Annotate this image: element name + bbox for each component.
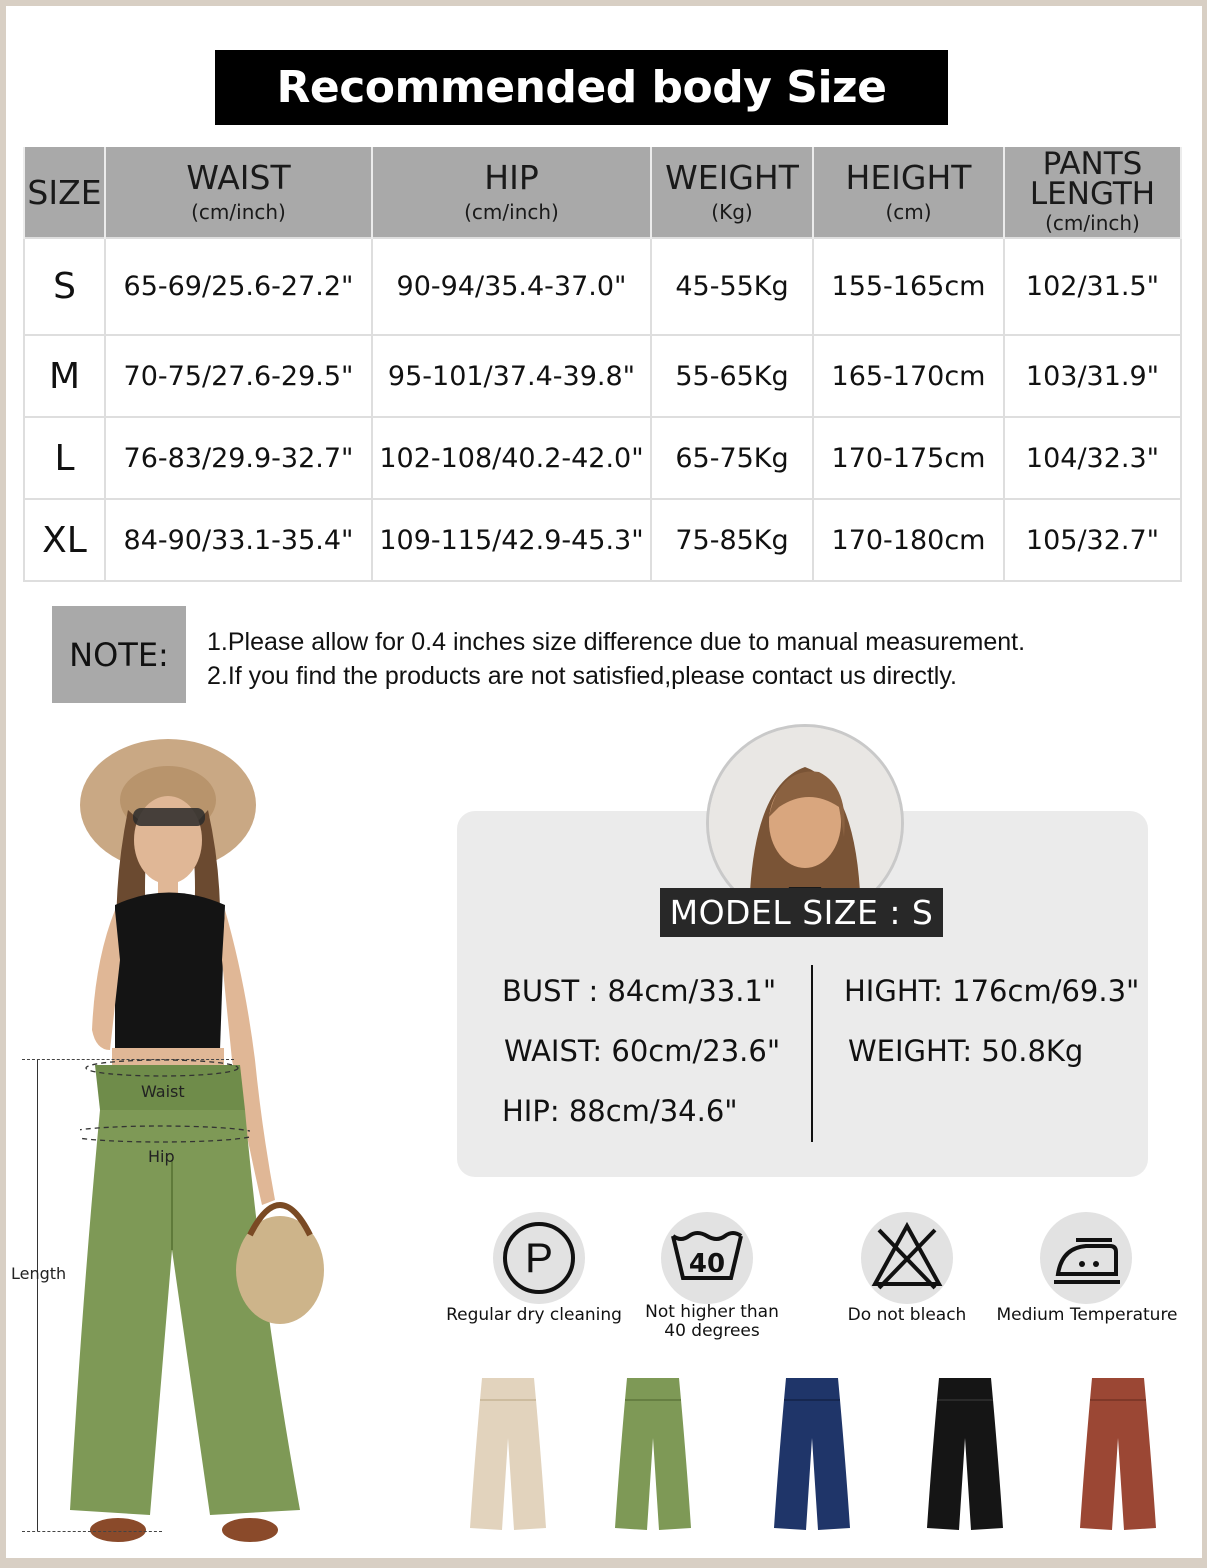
cell-weight: 75-85Kg — [651, 499, 813, 581]
chart-title: Recommended body Size — [215, 50, 948, 125]
dry-clean-icon — [493, 1212, 585, 1304]
cell-hip: 95-101/37.4-39.8" — [372, 335, 651, 417]
header-size: SIZE — [24, 147, 105, 238]
header-waist: WAIST (cm/inch) — [105, 147, 372, 238]
waist-diagram-label: Waist — [141, 1082, 185, 1101]
table-row — [24, 417, 1181, 499]
note-line-2: 2.If you find the products are not satisfied,please contact us directly. — [207, 662, 957, 690]
table-row — [24, 499, 1181, 581]
waist-hip-ellipses — [80, 1052, 250, 1152]
cell-pants-length: 105/32.7" — [1004, 499, 1181, 581]
model-hip: HIP: 88cm/34.6" — [502, 1094, 738, 1128]
header-height: HEIGHT (cm) — [813, 147, 1004, 238]
model-height: HIGHT: 176cm/69.3" — [844, 974, 1140, 1008]
note-line-1: 1.Please allow for 0.4 inches size difference due to manual measurement. — [207, 628, 1026, 656]
cell-height: 170-175cm — [813, 417, 1004, 499]
model-weight: WEIGHT: 50.8Kg — [848, 1034, 1084, 1068]
hip-diagram-label: Hip — [148, 1147, 175, 1166]
cell-weight: 45-55Kg — [651, 238, 813, 335]
dry-clean-label: Regular dry cleaning — [446, 1305, 622, 1325]
model-size-tag: MODEL SIZE : S — [660, 888, 943, 937]
no-bleach-label: Do not bleach — [847, 1305, 967, 1325]
cell-pants-length: 104/32.3" — [1004, 417, 1181, 499]
cell-size: L — [24, 417, 105, 499]
note-label: NOTE: — [52, 606, 186, 703]
cell-size: XL — [24, 499, 105, 581]
cell-pants-length: 103/31.9" — [1004, 335, 1181, 417]
variant-rust-pants — [1080, 1378, 1156, 1534]
model-bust: BUST : 84cm/33.1" — [502, 974, 777, 1008]
cell-waist: 76-83/29.9-32.7" — [105, 417, 372, 499]
length-measure-line — [37, 1059, 38, 1531]
wash-label-line-2: 40 degrees — [664, 1321, 760, 1341]
iron-label: Medium Temperature — [996, 1305, 1178, 1325]
variant-black-pants — [927, 1378, 1003, 1534]
cell-hip: 109-115/42.9-45.3" — [372, 499, 651, 581]
wash-label — [627, 1303, 797, 1341]
header-hip: HIP (cm/inch) — [372, 147, 651, 238]
length-diagram-label: Length — [11, 1264, 67, 1283]
cell-pants-length: 102/31.5" — [1004, 238, 1181, 335]
cell-weight: 55-65Kg — [651, 335, 813, 417]
model-divider — [811, 965, 813, 1142]
header-pants-length: PANTS LENGTH (cm/inch) — [1004, 147, 1181, 238]
cell-weight: 65-75Kg — [651, 417, 813, 499]
size-table — [23, 147, 1182, 582]
cell-hip: 102-108/40.2-42.0" — [372, 417, 651, 499]
note-text — [207, 625, 1025, 693]
hem-guide-line — [22, 1531, 162, 1532]
variant-khaki-pants — [470, 1378, 546, 1534]
cell-waist: 84-90/33.1-35.4" — [105, 499, 372, 581]
no-bleach-icon — [861, 1212, 953, 1304]
variant-green-pants — [615, 1378, 691, 1534]
cell-size: S — [24, 238, 105, 335]
cell-size: M — [24, 335, 105, 417]
variant-navy-pants — [774, 1378, 850, 1534]
table-header-row — [24, 147, 1181, 238]
cell-height: 170-180cm — [813, 499, 1004, 581]
svg-text:P: P — [524, 1234, 554, 1281]
table-row — [24, 238, 1181, 335]
cell-waist: 70-75/27.6-29.5" — [105, 335, 372, 417]
cell-height: 155-165cm — [813, 238, 1004, 335]
cell-waist: 65-69/25.6-27.2" — [105, 238, 372, 335]
cell-height: 165-170cm — [813, 335, 1004, 417]
header-weight: WEIGHT (Kg) — [651, 147, 813, 238]
model-waist: WAIST: 60cm/23.6" — [504, 1034, 781, 1068]
wash-temp-text: 40 — [688, 1249, 726, 1279]
wash-label-line-1: Not higher than — [645, 1302, 779, 1322]
wash-40-icon — [661, 1212, 753, 1304]
table-row — [24, 335, 1181, 417]
iron-medium-icon — [1040, 1212, 1132, 1304]
cell-hip: 90-94/35.4-37.0" — [372, 238, 651, 335]
